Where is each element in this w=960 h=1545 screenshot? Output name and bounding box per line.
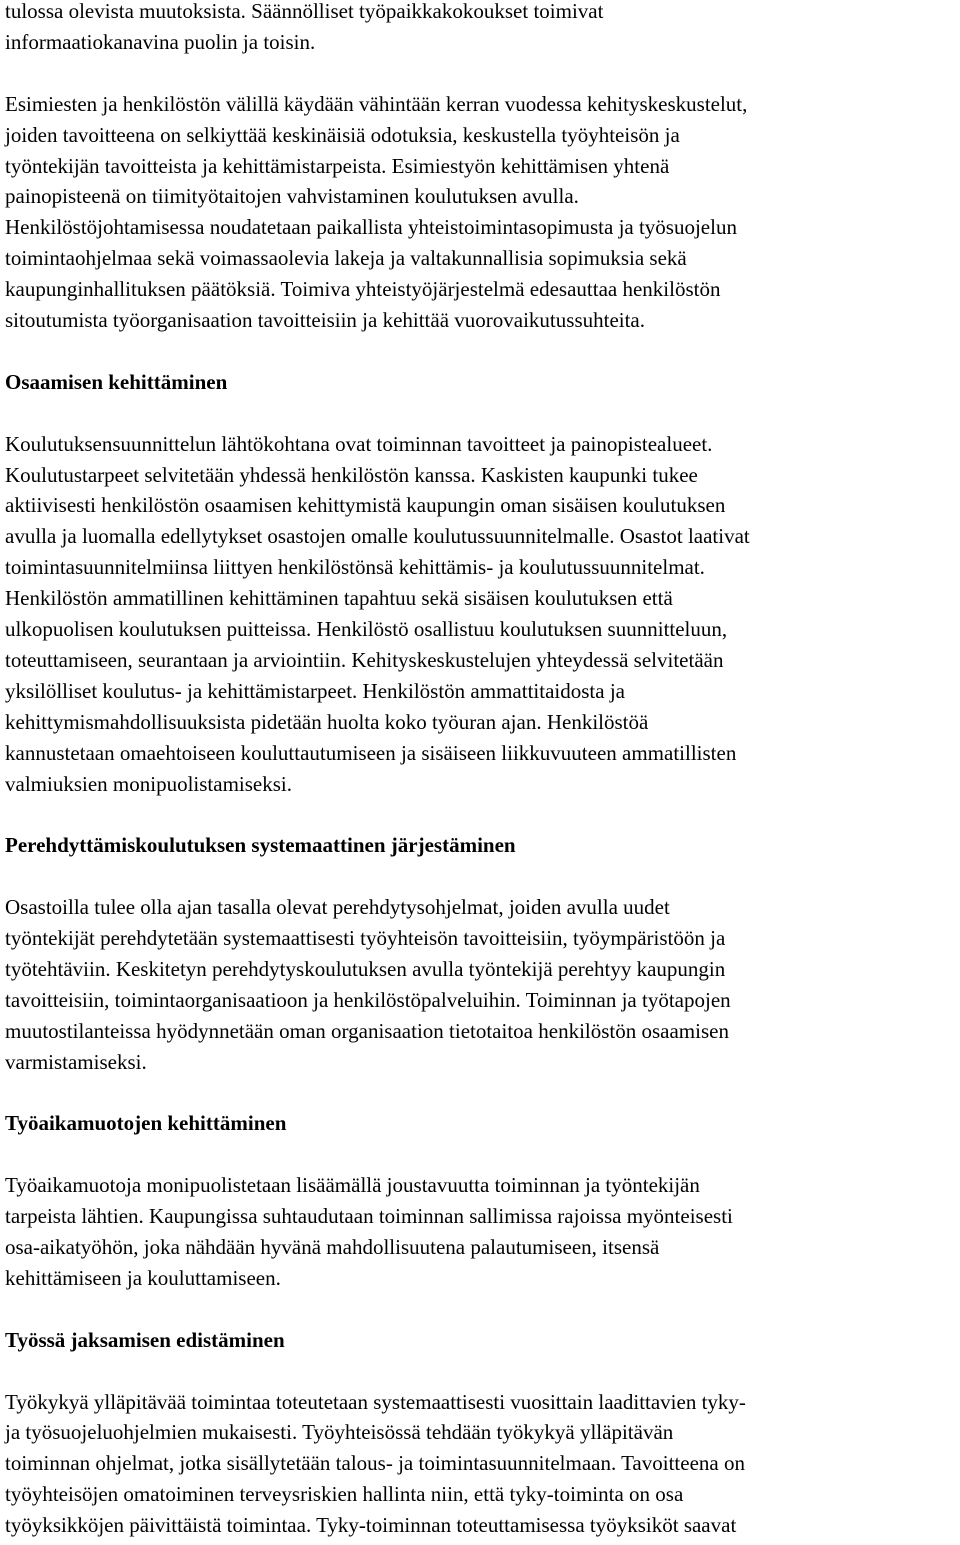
- paragraph-line: muutostilanteissa hyödynnetään oman organisaation tietotaitoa henkilöstön osaamisen: [5, 1018, 729, 1043]
- paragraph-line: ulkopuolisen koulutuksen puitteissa. Henkilöstö osallistuu koulutuksen suunnitteluun,: [5, 617, 728, 641]
- paragraph-line: aktiivisesti henkilöstön osaamisen kehittymistä kaupungin oman sisäisen koulutuksen: [5, 493, 726, 518]
- paragraph-line: työtehtäviin. Keskitetyn perehdytyskoulutuksen avulla työntekijä perehtyy kaupungin: [5, 956, 726, 981]
- paragraph-line: tavoitteisiin, toimintaorganisaatioon ja henkilöstöpalveluihin. Toiminnan ja työtapojen: [5, 987, 731, 1012]
- paragraph-line: toteuttamiseen, seurantaan ja arviointiin. Kehityskeskustelujen yhteydessä selvitetään: [5, 647, 724, 672]
- paragraph-line: avulla ja luomalla edellytykset osastojen omalle koulutussuunnitelmalle. Osastot laativat: [5, 524, 750, 549]
- paragraph-line: toimintaohjelmaa sekä voimassaolevia lakeja ja valtakunnallisia sopimuksia sekä: [5, 246, 687, 271]
- paragraph-line: kehittymismahdollisuuksista pidetään huolta koko työuran ajan. Henkilöstöä: [5, 709, 649, 734]
- paragraph-line: tarpeista lähtien. Kaupungissa suhtaudutaan toiminnan sallimissa rajoissa myönteisesti: [5, 1204, 733, 1229]
- paragraph-line: informaatiokanavina puolin ja toisin.: [5, 29, 316, 54]
- paragraph-line: Henkilöstöjohtamisessa noudatetaan paikallista yhteistoimintasopimusta ja työsuojelun: [5, 215, 737, 240]
- paragraph-line: kannustetaan omaehtoiseen kouluttautumiseen ja sisäiseen liikkuvuuteen ammatillisten: [5, 740, 737, 765]
- section-heading: Työaikamuotojen kehittäminen: [5, 1111, 287, 1136]
- paragraph-line: Henkilöstön ammatillinen kehittäminen tapahtuu sekä sisäisen koulutuksen että: [5, 586, 673, 611]
- section-heading: Perehdyttämiskoulutuksen systemaattinen järjestäminen: [5, 833, 516, 858]
- paragraph-line: työntekijän tavoitteista ja kehittämistarpeista. Esimiestyön kehittämisen yhtenä: [5, 153, 670, 178]
- paragraph-line: kaupunginhallituksen päätöksiä. Toimiva yhteistyöjärjestelmä edesauttaa henkilöstön: [5, 277, 721, 302]
- paragraph-line: Koulutustarpeet selvitetään yhdessä henkilöstön kanssa. Kaskisten kaupunki tukee: [5, 462, 698, 487]
- paragraph-line: valmiuksien monipuolistamiseksi.: [5, 771, 292, 796]
- paragraph-line: ja työsuojeluohjelmien mukaisesti. Työyhteisössä tehdään työkykyä ylläpitävän: [5, 1420, 674, 1445]
- paragraph-line: työyksikköjen päivittäistä toimintaa. Tyky-toiminnan toteuttamisessa työyksiköt saavat: [5, 1513, 737, 1538]
- paragraph-line: kehittämiseen ja kouluttamiseen.: [5, 1265, 281, 1290]
- paragraph-line: osa-aikatyöhön, joka nähdään hyvänä mahdollisuutena palautumiseen, itsensä: [5, 1235, 660, 1259]
- paragraph-line: painopisteenä on tiimityötaitojen vahvistaminen koulutuksen avulla.: [5, 184, 579, 209]
- paragraph-line: työntekijät perehdytetään systemaattisesti työyhteisön tavoitteisiin, työympäristöön ja: [5, 926, 726, 950]
- paragraph-line: yksilölliset koulutus- ja kehittämistarpeet. Henkilöstön ammattitaidosta ja: [5, 678, 625, 703]
- paragraph-line: toiminnan ohjelmat, jotka sisällytetään talous- ja toimintasuunnitelmaan. Tavoitteena on: [5, 1451, 745, 1476]
- section-heading: Osaamisen kehittäminen: [5, 369, 228, 394]
- section-heading: Työssä jaksamisen edistäminen: [5, 1327, 285, 1352]
- paragraph-line: toimintasuunnitelmiinsa liittyen henkilöstönsä kehittämis- ja koulutussuunnitelmat.: [5, 555, 705, 580]
- paragraph-line: Esimiesten ja henkilöstön välillä käydään vähintään kerran vuodessa kehityskeskustelut,: [5, 91, 748, 116]
- paragraph-line: työyhteisöjen omatoiminen terveysriskien hallinta niin, että tyky-toiminta on osa: [5, 1482, 684, 1507]
- paragraph-line: Osastoilla tulee olla ajan tasalla olevat perehdytysohjelmat, joiden avulla uudet: [5, 895, 670, 920]
- paragraph-line: tulossa olevista muutoksista. Säännölliset työpaikkakokoukset toimivat: [5, 0, 604, 23]
- paragraph-line: Työkykyä ylläpitävää toimintaa toteutetaan systemaattisesti vuosittain laadittavien tyky-: [5, 1389, 746, 1414]
- paragraph-line: Koulutuksensuunnittelun lähtökohtana ovat toiminnan tavoitteet ja painopistealueet.: [5, 431, 713, 456]
- paragraph-line: joiden tavoitteena on selkiyttää keskinäisiä odotuksia, keskustella työyhteisön ja: [5, 122, 680, 147]
- paragraph-line: sitoutumista työorganisaation tavoitteisiin ja kehittää vuorovaikutussuhteita.: [5, 308, 646, 332]
- paragraph-line: Työaikamuotoja monipuolistetaan lisäämällä joustavuutta toiminnan ja työntekijän: [5, 1173, 700, 1198]
- paragraph-line: varmistamiseksi.: [5, 1049, 147, 1074]
